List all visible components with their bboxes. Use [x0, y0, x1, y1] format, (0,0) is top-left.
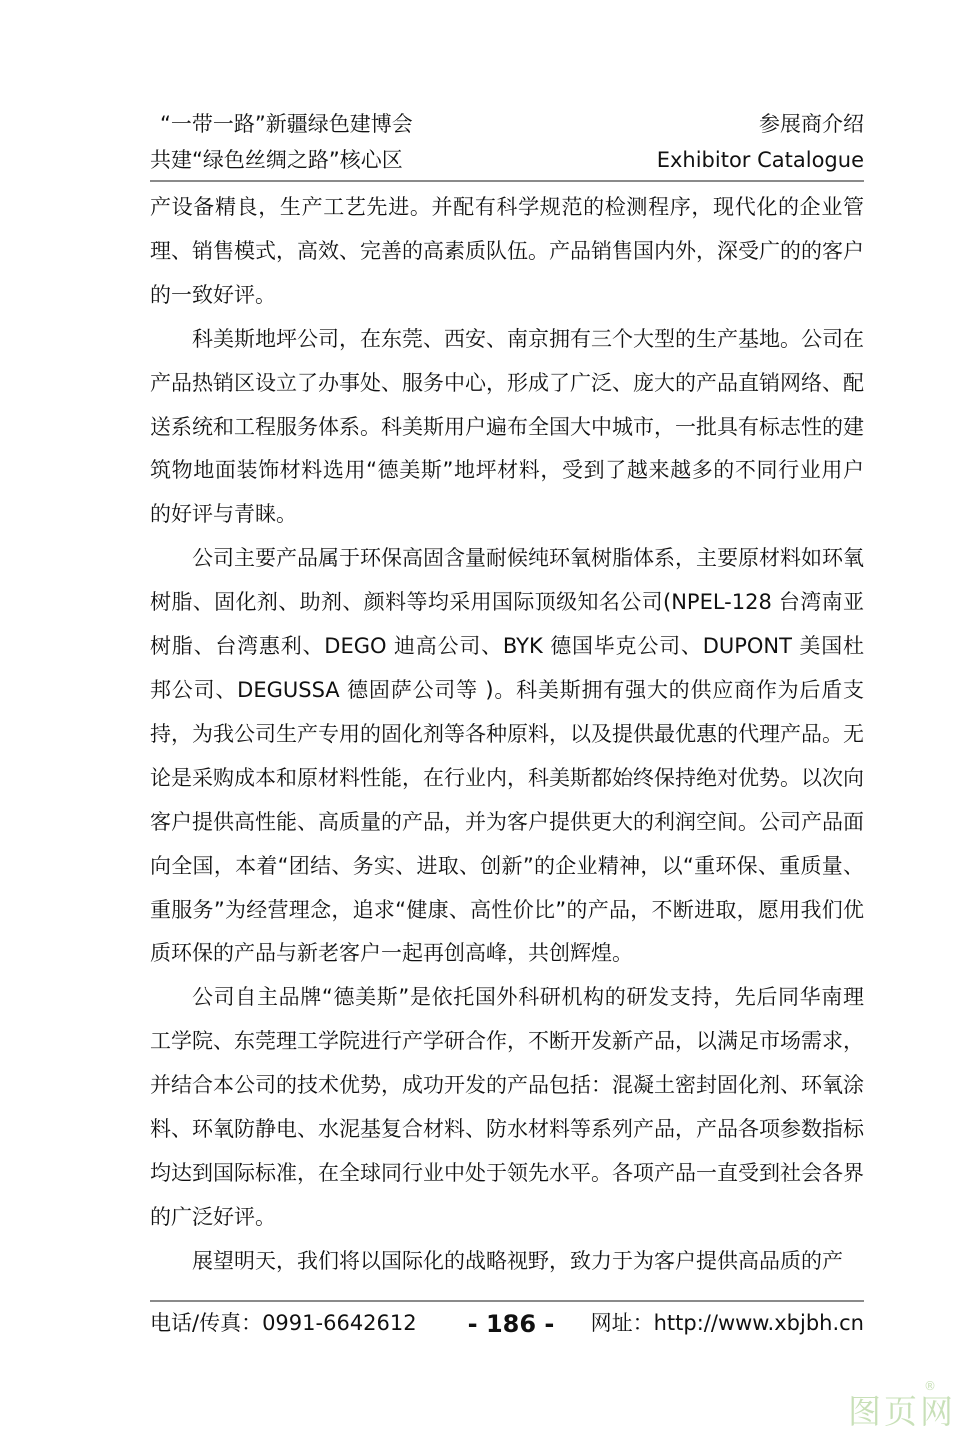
- section-title-en: Exhibitor Catalogue: [656, 148, 864, 172]
- header-divider: [150, 180, 864, 182]
- expo-subtitle: 共建“绿色丝绸之路”核心区: [150, 148, 403, 172]
- section-title-cn: 参展商介绍: [759, 112, 864, 136]
- header-right: [657, 106, 864, 178]
- paragraph-1: 产设备精良，生产工艺先进。并配有科学规范的检测程序，现代化的企业管理、销售模式，高效、完善的高素质队伍。产品销售国内外，深受广的的客户的一致好评。: [150, 195, 864, 307]
- page-footer: [150, 1305, 864, 1345]
- paragraph-5: 展望明天，我们将以国际化的战略视野，致力于为客户提供高品质的产: [192, 1248, 843, 1273]
- watermark-text: 图页网: [848, 1392, 956, 1431]
- paragraph-3: 公司主要产品属于环保高固含量耐候纯环氧树脂体系，主要原材料如环氧树脂、固化剂、助剂、颜料等均采用国际顶级知名公司(NPEL-128 台湾南亚树脂、台湾惠利、DEGO 迪高公司、BYK 德国毕克公司、DUPONT 美国杜邦公司、DEGUSSA 德固萨公司等 )。科美斯拥有强大的供应商作为后盾支持，为我公司生产专用的固化剂等各种原料，以及提供最优惠的代理产品。无论是采购成本和原材料性能，在行业内，科美斯都始终保持绝对优势。以次向客户提供高性能、高质量的产品，并为客户提供更大的利润空间。公司产品面向全国，本着“团结、务实、进取、创新”的企业精神，以“重环保、重质量、重服务”为经营理念，追求“健康、高性价比”的产品，不断进取，愿用我们优质环保的产品与新老客户一起再创高峰，共创辉煌。: [150, 546, 864, 966]
- article-body: [150, 186, 864, 1284]
- paragraph-4: 公司自主品牌“德美斯”是依托国外科研机构的研发支持，先后同华南理工学院、东莞理工学院进行产学研合作，不断开发新产品，以满足市场需求，并结合本公司的技术优势，成功开发的产品包括：混凝土密封固化剂、环氧涂料、环氧防静电、水泥基复合材料、防水材料等系列产品，产品各项参数指标均达到国际标准，在全球同行业中处于领先水平。各项产品一直受到社会各界的广泛好评。: [150, 985, 864, 1229]
- paragraph-2: 科美斯地坪公司，在东莞、西安、南京拥有三个大型的生产基地。公司在产品热销区设立了办事处、服务中心，形成了广泛、庞大的产品直销网络、配送系统和工程服务体系。科美斯用户遍布全国大中城市，一批具有标志性的建筑物地面装饰材料选用“德美斯”地坪材料，受到了越来越多的不同行业用户的好评与青睐。: [150, 326, 864, 527]
- page-header: [150, 106, 864, 186]
- footer-divider: [150, 1300, 864, 1302]
- footer-url: 网址：http://www.xbjbh.cn: [590, 1311, 864, 1335]
- page-number: - 186 -: [467, 1310, 555, 1338]
- expo-title: “一带一路”新疆绿色建博会: [160, 112, 413, 136]
- registered-mark-icon: ®: [924, 1379, 936, 1393]
- header-left: [150, 106, 413, 178]
- watermark-logo: [848, 1379, 960, 1432]
- footer-phone: 电话/传真：0991-6642612: [150, 1311, 417, 1335]
